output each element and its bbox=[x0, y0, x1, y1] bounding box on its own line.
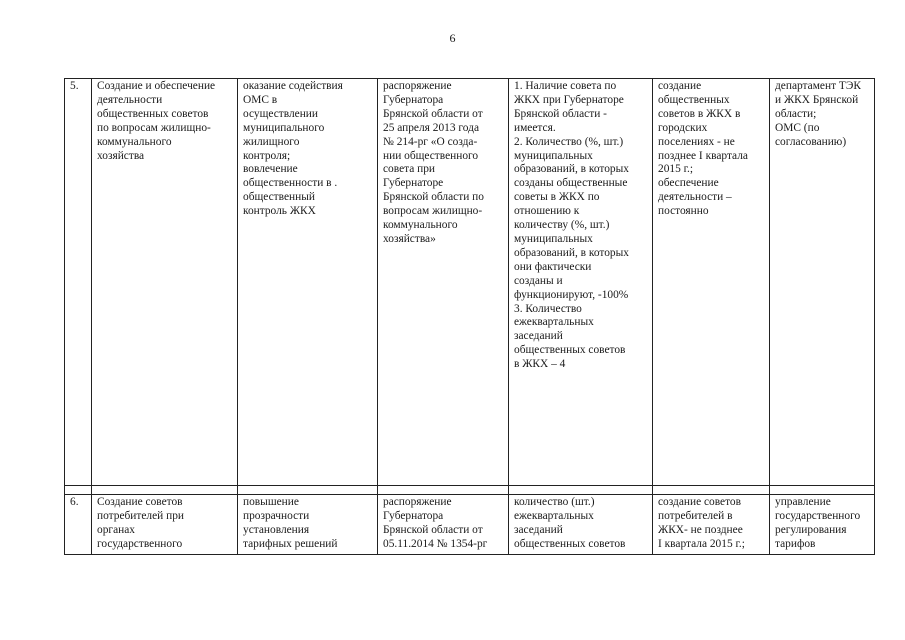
indicator-text: количество (шт.) ежеквартальных заседаний общественных советов bbox=[514, 496, 626, 550]
row-number-cell bbox=[65, 79, 92, 486]
gap-cell bbox=[238, 486, 378, 495]
indicator-text: 1. Наличие совета по ЖКХ при Губернаторе Брянской области - имеется. 2. Количество (%, шт.) муниципальных образований, в которых созданы общественные советы в ЖКХ по отношению к количеству (%, шт.) муниципальных образований, в которых они фактически созданы и функционируют, -100% 3. Количество ежеквартальных заседаний общественных советов в ЖКХ – 4 bbox=[514, 80, 629, 371]
row-number-cell bbox=[65, 495, 92, 555]
gap-cell bbox=[770, 486, 875, 495]
measure-name-cell bbox=[92, 79, 238, 486]
deadline-text: создание советов потребителей в ЖКХ- не позднее I квартала 2015 г.; bbox=[658, 496, 745, 550]
gap-cell bbox=[509, 486, 653, 495]
legal-act-cell bbox=[378, 495, 509, 555]
deadline-cell bbox=[653, 495, 770, 555]
table-row bbox=[65, 495, 875, 555]
responsible-text: департамент ТЭК и ЖКХ Брянской области; ОМС (по согласованию) bbox=[775, 80, 861, 148]
deadline-text: создание общественных советов в ЖКХ в городских поселениях - не позднее I квартала 2015 г.; обеспечение деятельности – постоянно bbox=[658, 80, 748, 218]
goal-text: оказание содействия ОМС в осуществлении муниципального жилищного контроля; вовлечение общественности в . общественный контроль ЖКХ bbox=[243, 80, 343, 218]
measure-name: Создание советов потребителей при органах государственного bbox=[97, 496, 185, 550]
legal-act-text: распоряжение Губернатора Брянской области от 25 апреля 2013 года № 214-рг «О созда- нии общественного совета при Губернаторе Брянской области по вопросам жилищно- коммунального хозяйства» bbox=[383, 80, 484, 245]
measure-name: Создание и обеспечение деятельности общественных советов по вопросам жилищно- коммунального хозяйства bbox=[97, 80, 216, 162]
measures-table bbox=[64, 78, 875, 555]
gap-cell bbox=[65, 486, 92, 495]
goal-text: повышение прозрачности установления тарифных решений bbox=[243, 496, 338, 550]
responsible-cell bbox=[770, 79, 875, 486]
responsible-cell bbox=[770, 495, 875, 555]
indicator-cell bbox=[509, 79, 653, 486]
deadline-cell bbox=[653, 79, 770, 486]
responsible-text: управление государственного регулирования тарифов bbox=[775, 496, 861, 550]
legal-act-text: распоряжение Губернатора Брянской области от 05.11.2014 № 1354-рг bbox=[383, 496, 488, 550]
table-row bbox=[65, 79, 875, 486]
table-gap-row bbox=[65, 486, 875, 495]
gap-cell bbox=[92, 486, 238, 495]
gap-cell bbox=[653, 486, 770, 495]
indicator-cell bbox=[509, 495, 653, 555]
measure-name-cell bbox=[92, 495, 238, 555]
legal-act-cell bbox=[378, 79, 509, 486]
goal-cell bbox=[238, 495, 378, 555]
row-number: 5. bbox=[70, 80, 79, 92]
row-number: 6. bbox=[70, 496, 79, 508]
goal-cell bbox=[238, 79, 378, 486]
page-number: 6 bbox=[449, 31, 456, 45]
gap-cell bbox=[378, 486, 509, 495]
